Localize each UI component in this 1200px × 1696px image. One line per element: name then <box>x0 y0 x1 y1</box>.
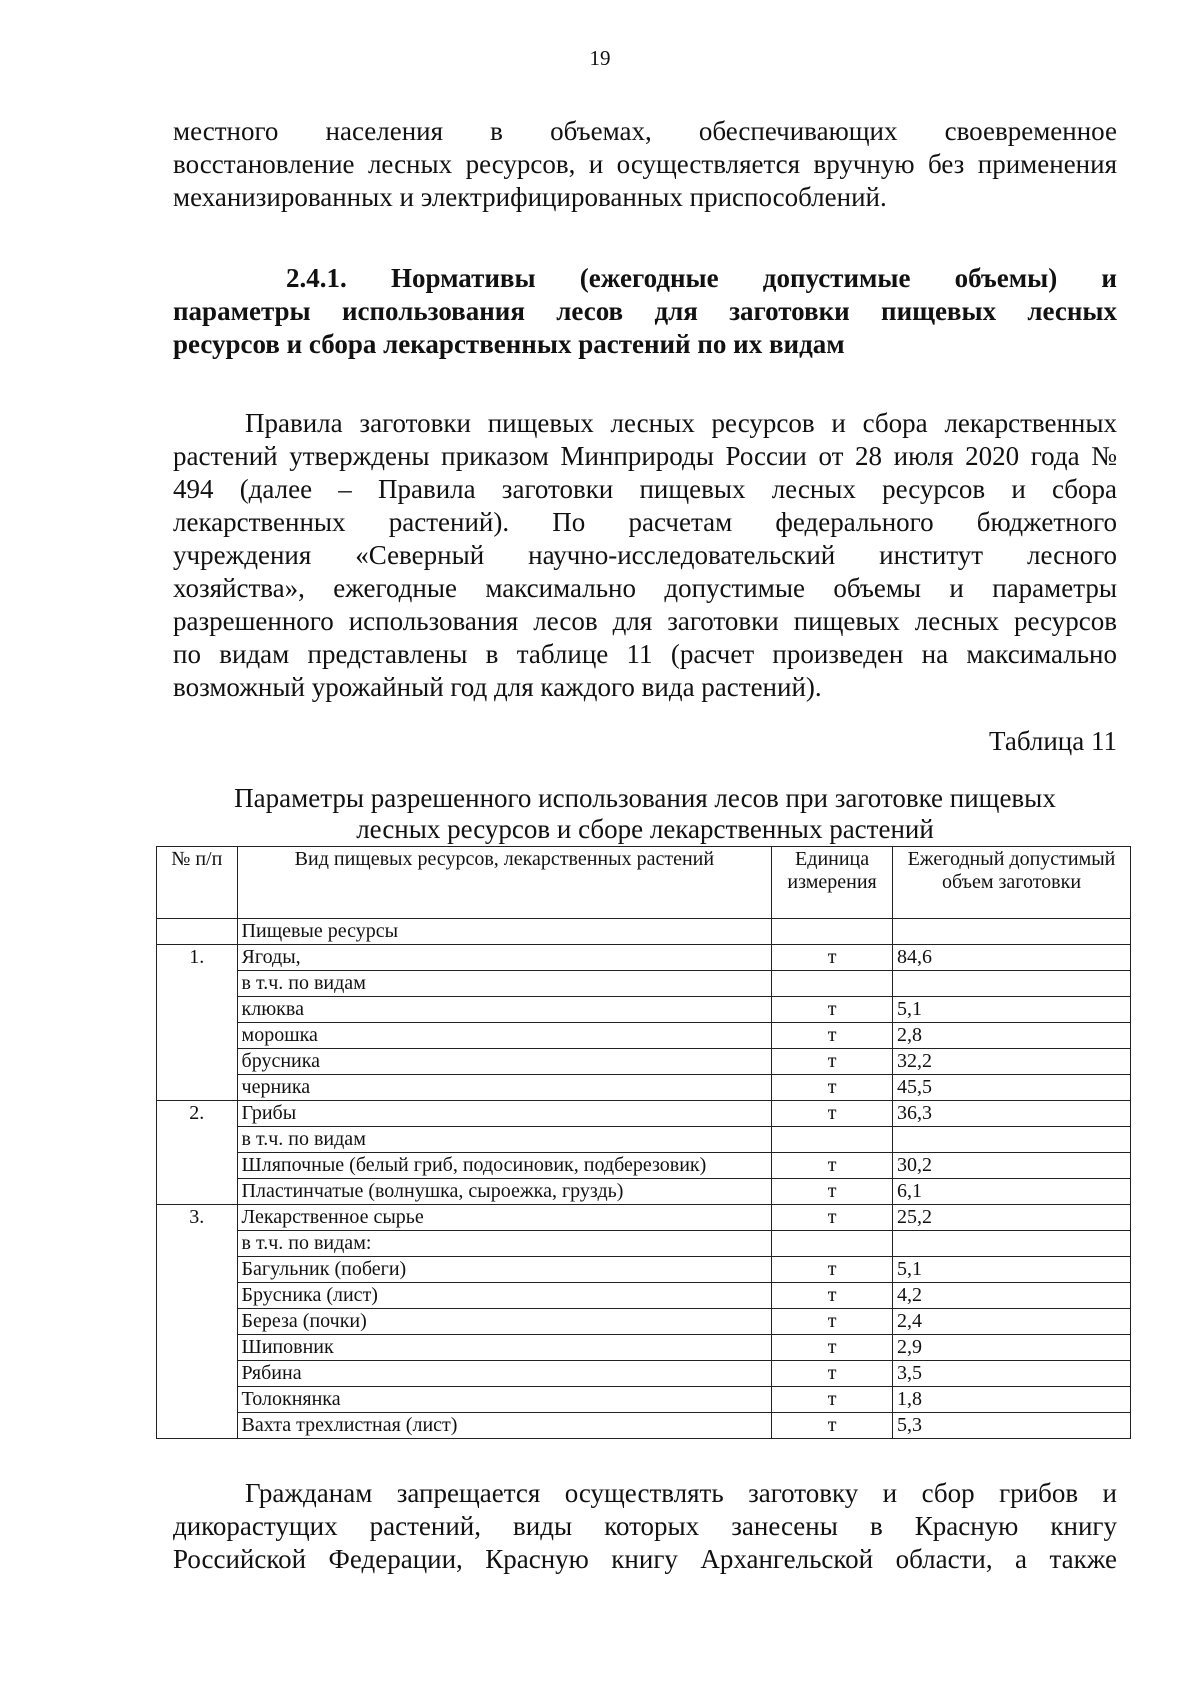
paragraph-line: восстановление лесных ресурсов, и осуществляется вручную без применения <box>173 149 1117 179</box>
cell-name: Лекарственное сырье <box>237 1205 772 1231</box>
cell-unit: т <box>772 1387 893 1413</box>
paragraph-line: Гражданам запрещается осуществлять заготовку и сбор грибов и <box>245 1478 1117 1508</box>
cell-unit <box>772 1127 893 1153</box>
cell-num <box>157 1023 238 1049</box>
cell-value: 25,2 <box>893 1205 1131 1231</box>
section-heading <box>173 262 1117 361</box>
cell-num <box>157 1361 238 1387</box>
paragraph-line: Правила заготовки пищевых лесных ресурсов и сбора лекарственных <box>245 408 1117 438</box>
paragraph-line: хозяйства», ежегодные максимально допустимые объемы и параметры <box>173 573 1117 603</box>
cell-unit: т <box>772 945 893 971</box>
table-row <box>157 1153 1131 1179</box>
paragraph-intro <box>173 115 1117 214</box>
cell-name: Шиповник <box>237 1335 772 1361</box>
cell-name: черника <box>237 1075 772 1101</box>
paragraph-line: дикорастущих растений, виды которых занесены в Красную книгу <box>173 1511 1117 1541</box>
table-body <box>157 919 1131 1439</box>
cell-value: 84,6 <box>893 945 1131 971</box>
table-row <box>157 1257 1131 1283</box>
cell-num <box>157 1283 238 1309</box>
cell-name: Рябина <box>237 1361 772 1387</box>
cell-value: 2,8 <box>893 1023 1131 1049</box>
table-row <box>157 1179 1131 1205</box>
table-row <box>157 1335 1131 1361</box>
page-number: 19 <box>589 46 611 70</box>
cell-name: Береза (почки) <box>237 1309 772 1335</box>
header-value: Ежегодный допустимый объем заготовки <box>893 847 1131 919</box>
cell-num <box>157 1127 238 1153</box>
cell-num: 2. <box>157 1101 238 1127</box>
cell-value: 45,5 <box>893 1075 1131 1101</box>
cell-name: Багульник (побеги) <box>237 1257 772 1283</box>
cell-num: 3. <box>157 1205 238 1231</box>
cell-num <box>157 1309 238 1335</box>
table-row <box>157 997 1131 1023</box>
cell-value: 6,1 <box>893 1179 1131 1205</box>
paragraph-line: лекарственных растений). По расчетам федерального бюджетного <box>173 507 1117 537</box>
cell-value: 32,2 <box>893 1049 1131 1075</box>
paragraph-line: возможный урожайный год для каждого вида растений). <box>173 672 822 702</box>
cell-value: 2,4 <box>893 1309 1131 1335</box>
table-row <box>157 1361 1131 1387</box>
paragraph-line: растений утверждены приказом Минприроды России от 28 июля 2020 года № <box>173 441 1117 471</box>
cell-name: Вахта трехлистная (лист) <box>237 1413 772 1439</box>
table-row <box>157 1023 1131 1049</box>
cell-name: в т.ч. по видам <box>237 1127 772 1153</box>
table-row <box>157 1205 1131 1231</box>
table-header-row <box>157 847 1131 919</box>
paragraph-line: Российской Федерации, Красную книгу Архангельской области, а также <box>173 1544 1117 1574</box>
cell-num <box>157 1413 238 1439</box>
cell-unit: т <box>772 1023 893 1049</box>
cell-name: Ягоды, <box>237 945 772 971</box>
cell-value: 3,5 <box>893 1361 1131 1387</box>
cell-unit: т <box>772 1101 893 1127</box>
cell-name: в т.ч. по видам: <box>237 1231 772 1257</box>
table-row <box>157 971 1131 997</box>
table-row <box>157 1049 1131 1075</box>
paragraph-line: разрешенного использования лесов для заготовки пищевых лесных ресурсов <box>173 606 1117 636</box>
cell-unit: т <box>772 997 893 1023</box>
table-row <box>157 1387 1131 1413</box>
cell-unit: т <box>772 1361 893 1387</box>
cell-num <box>157 1387 238 1413</box>
cell-unit: т <box>772 1335 893 1361</box>
cell-unit: т <box>772 1049 893 1075</box>
cell-num <box>157 1179 238 1205</box>
resources-table <box>156 846 1131 1439</box>
cell-unit: т <box>772 1075 893 1101</box>
cell-name: Шляпочные (белый гриб, подосиновик, подберезовик) <box>237 1153 772 1179</box>
cell-num <box>157 1049 238 1075</box>
table-label: Таблица 11 <box>989 726 1117 756</box>
cell-unit: т <box>772 1153 893 1179</box>
paragraph-line: 494 (далее – Правила заготовки пищевых лесных ресурсов и сбора <box>173 474 1117 504</box>
cell-unit <box>772 971 893 997</box>
cell-num <box>157 997 238 1023</box>
cell-value <box>893 1127 1131 1153</box>
table-row <box>157 1309 1131 1335</box>
cell-value <box>893 971 1131 997</box>
cell-num <box>157 1335 238 1361</box>
paragraph-line: учреждения «Северный научно-исследовательский институт лесного <box>173 540 1117 570</box>
cell-name: Пластинчатые (волнушка, сыроежка, груздь) <box>237 1179 772 1205</box>
section-row <box>157 919 1131 945</box>
cell-num <box>157 1153 238 1179</box>
table-row <box>157 1231 1131 1257</box>
cell-value: 36,3 <box>893 1101 1131 1127</box>
cell-unit: т <box>772 1257 893 1283</box>
paragraph-line: механизированных и электрифицированных приспособлений. <box>173 182 887 212</box>
paragraph-rules <box>173 407 1117 704</box>
caption-line: лесных ресурсов и сборе лекарственных растений <box>356 814 934 844</box>
table-row <box>157 1127 1131 1153</box>
cell-num <box>157 971 238 997</box>
cell-num <box>157 1075 238 1101</box>
header-name: Вид пищевых ресурсов, лекарственных растений <box>237 847 772 919</box>
paragraph-line: по видам представлены в таблице 11 (расчет произведен на максимально <box>173 639 1117 669</box>
cell-value: 4,2 <box>893 1283 1131 1309</box>
table-row <box>157 1075 1131 1101</box>
header-num: № п/п <box>157 847 238 919</box>
cell-value: 1,8 <box>893 1387 1131 1413</box>
section-label: Пищевые ресурсы <box>237 919 772 945</box>
paragraph-line: местного населения в объемах, обеспечивающих своевременное <box>173 116 1117 146</box>
table-row <box>157 1413 1131 1439</box>
cell-value <box>893 1231 1131 1257</box>
heading-line: ресурсов и сбора лекарственных растений по их видам <box>173 329 845 359</box>
cell-unit: т <box>772 1283 893 1309</box>
table-row <box>157 1283 1131 1309</box>
cell-name: Брусника (лист) <box>237 1283 772 1309</box>
cell-name: Грибы <box>237 1101 772 1127</box>
cell-name: клюква <box>237 997 772 1023</box>
table-row <box>157 1101 1131 1127</box>
header-unit: Единица измерения <box>772 847 893 919</box>
cell-unit: т <box>772 1413 893 1439</box>
cell-name: морошка <box>237 1023 772 1049</box>
cell-unit: т <box>772 1179 893 1205</box>
cell-value: 5,3 <box>893 1413 1131 1439</box>
cell-value: 2,9 <box>893 1335 1131 1361</box>
cell-num: 1. <box>157 945 238 971</box>
table-caption <box>173 783 1117 845</box>
heading-line: параметры использования лесов для заготовки пищевых лесных <box>173 296 1117 326</box>
paragraph-prohibition <box>173 1477 1117 1576</box>
cell-name: Толокнянка <box>237 1387 772 1413</box>
cell-name: брусника <box>237 1049 772 1075</box>
cell-num <box>157 1257 238 1283</box>
cell-value: 5,1 <box>893 1257 1131 1283</box>
caption-line: Параметры разрешенного использования лесов при заготовке пищевых <box>234 783 1056 813</box>
heading-line: 2.4.1. Нормативы (ежегодные допустимые объемы) и <box>286 263 1117 293</box>
cell-unit: т <box>772 1205 893 1231</box>
cell-unit <box>772 1231 893 1257</box>
table-row <box>157 945 1131 971</box>
cell-value: 30,2 <box>893 1153 1131 1179</box>
cell-num <box>157 1231 238 1257</box>
cell-name: в т.ч. по видам <box>237 971 772 997</box>
cell-value: 5,1 <box>893 997 1131 1023</box>
cell-unit: т <box>772 1309 893 1335</box>
